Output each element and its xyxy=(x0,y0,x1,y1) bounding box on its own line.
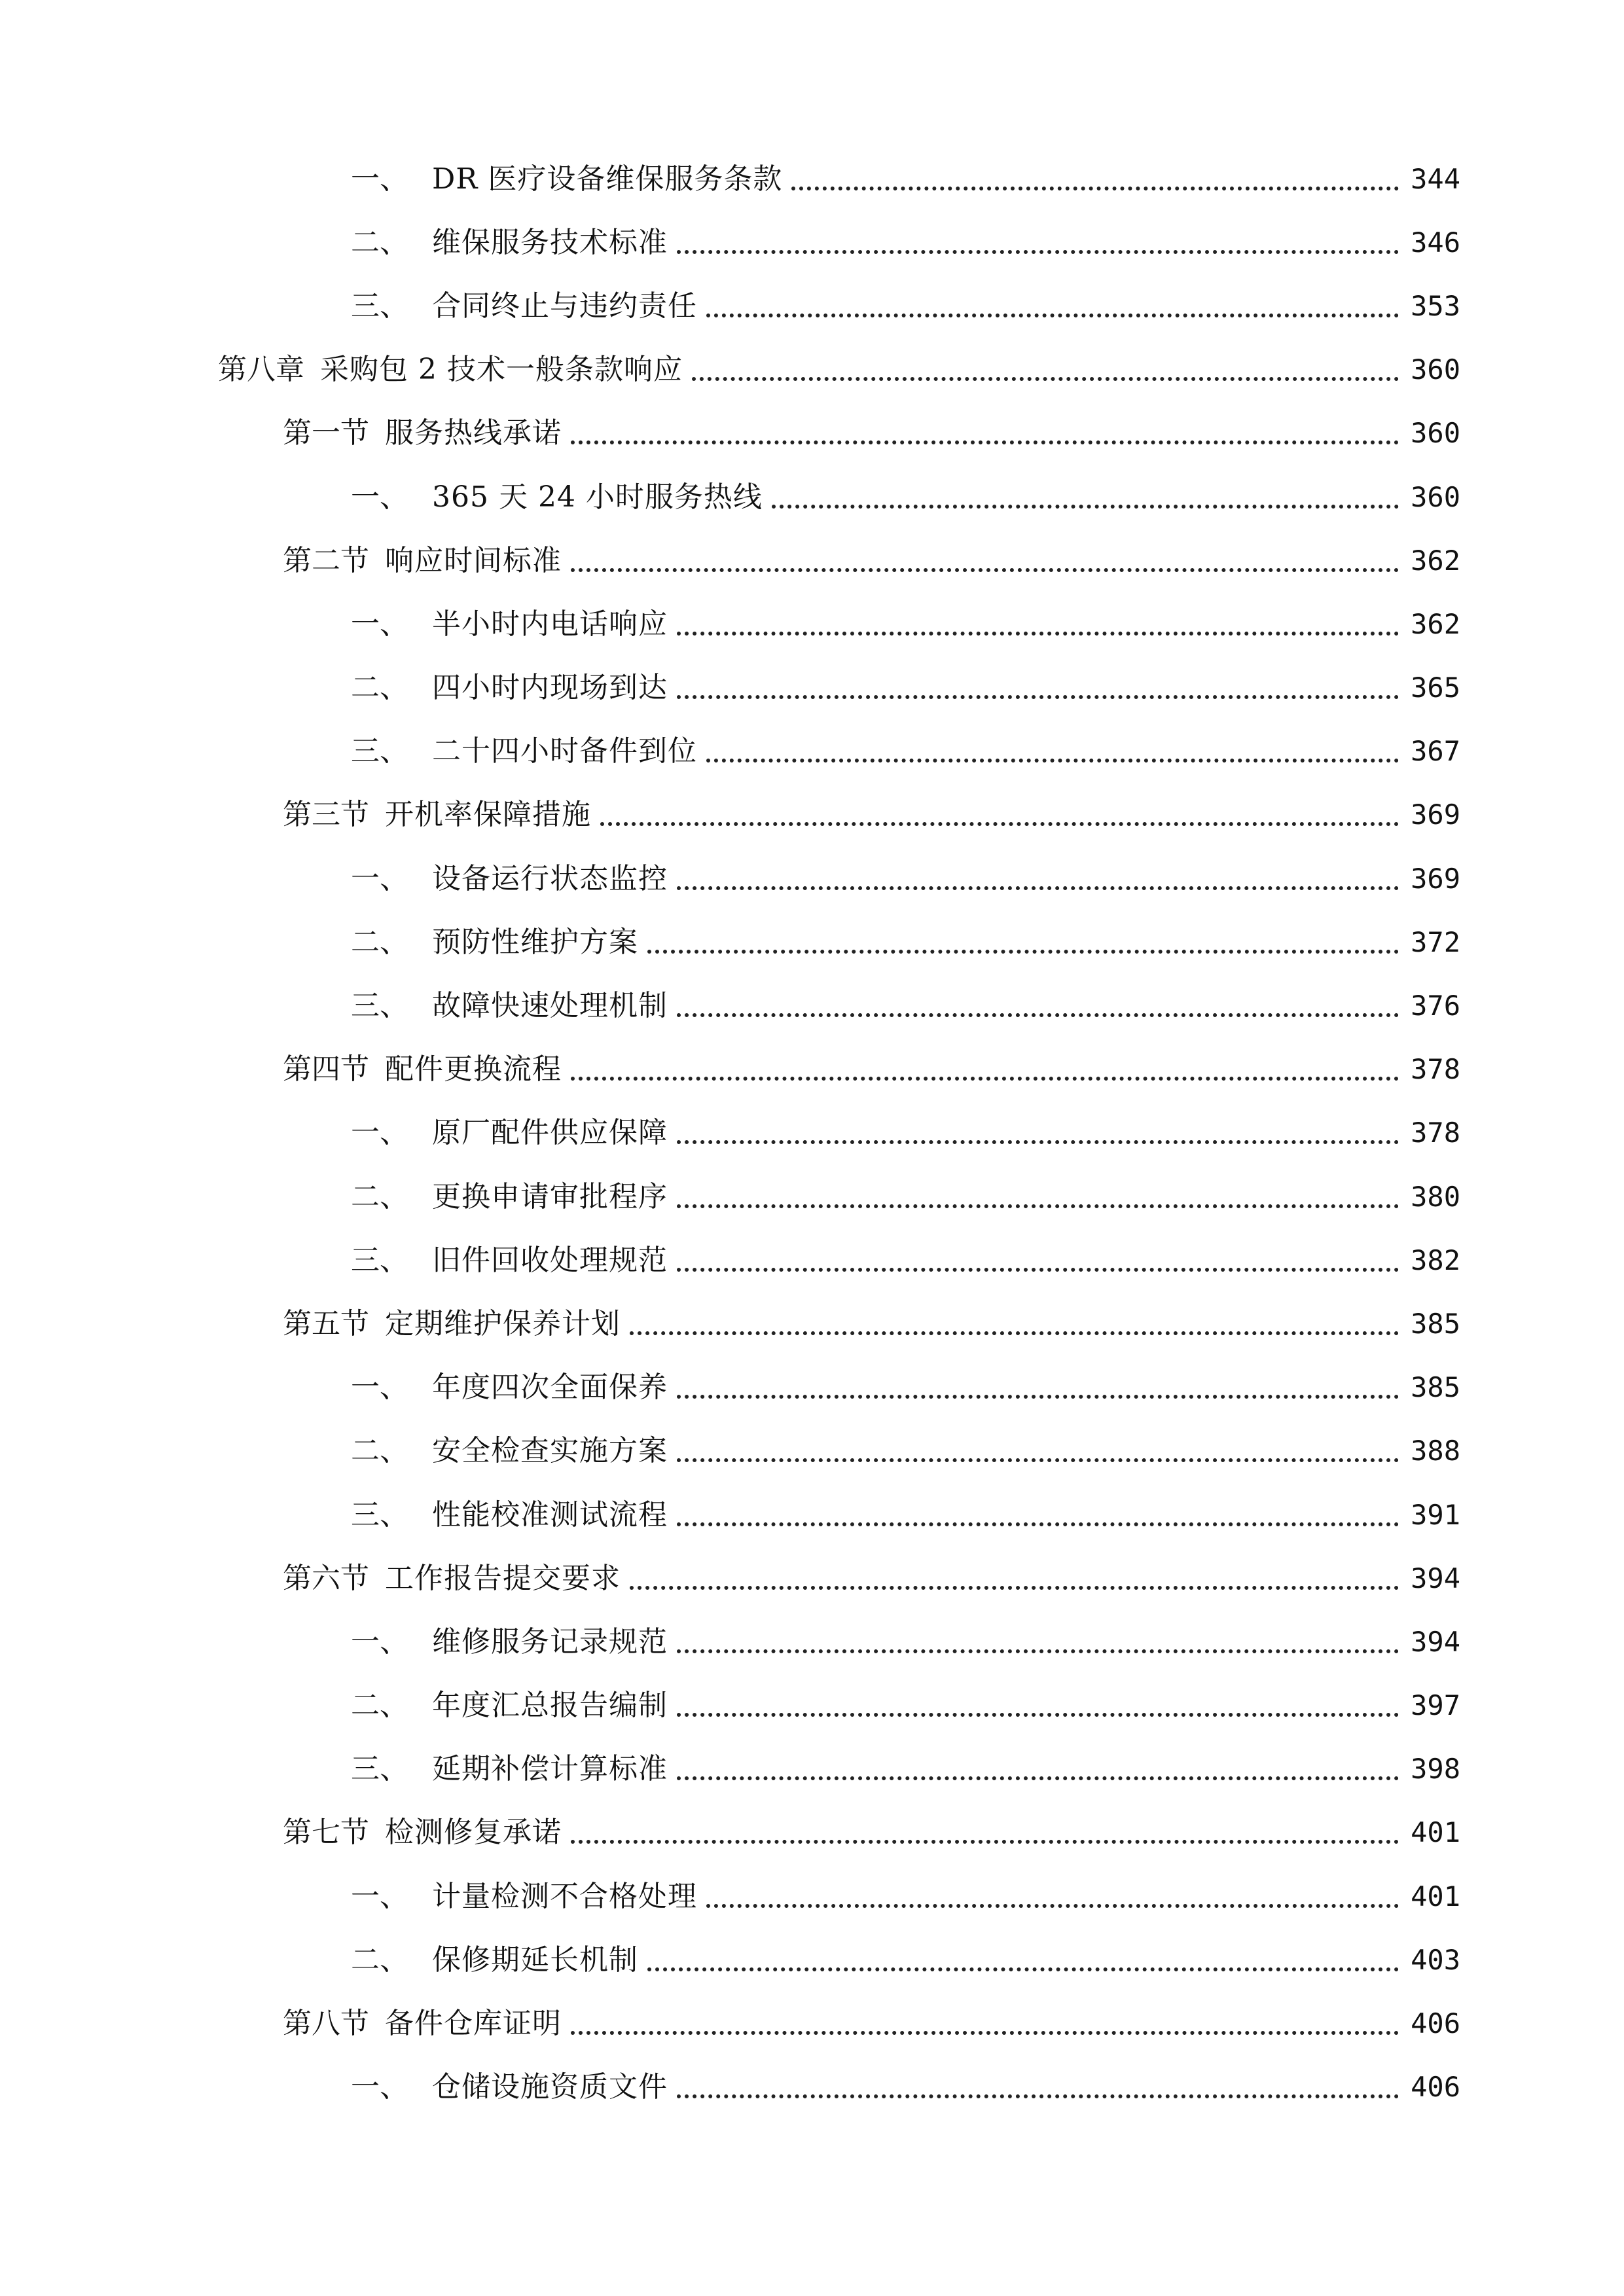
dot-leader xyxy=(677,1458,1399,1462)
toc-entry-title: 响应时间标准 xyxy=(385,543,562,577)
dot-leader xyxy=(677,1395,1399,1399)
toc-entry[interactable] xyxy=(0,147,1624,211)
toc-entry[interactable] xyxy=(0,1420,1624,1483)
toc-entry-page-number: 346 xyxy=(1411,226,1460,259)
toc-entry-page-number: 385 xyxy=(1411,1307,1460,1340)
toc-entry-title: 备件仓库证明 xyxy=(385,2007,562,2041)
toc-entry[interactable] xyxy=(0,1547,1624,1610)
dot-leader xyxy=(692,377,1399,381)
toc-entry-page-number: 382 xyxy=(1411,1244,1460,1276)
dot-leader xyxy=(600,822,1399,826)
toc-entry-page-number: 362 xyxy=(1411,607,1460,640)
toc-entry-title: 保修期延长机制 xyxy=(432,1943,638,1977)
toc-entry[interactable] xyxy=(0,847,1624,910)
toc-entry-title: 四小时内现场到达 xyxy=(432,671,668,705)
dot-leader xyxy=(677,250,1399,254)
toc-entry-title: 365 天 24 小时服务热线 xyxy=(432,480,763,514)
toc-entry-number: 一、 xyxy=(351,1116,408,1150)
toc-entry-page-number: 398 xyxy=(1411,1753,1460,1785)
toc-entry-number: 一、 xyxy=(351,1879,408,1913)
toc-entry-title: 性能校准测试流程 xyxy=(432,1498,668,1532)
toc-entry-number: 第八章 xyxy=(218,353,304,387)
toc-entry[interactable] xyxy=(0,274,1624,338)
dot-leader xyxy=(571,2031,1399,2035)
toc-entry-page-number: 369 xyxy=(1411,862,1460,895)
toc-entry-title: 采购包 2 技术一般条款响应 xyxy=(320,353,683,387)
toc-entry-title: 年度汇总报告编制 xyxy=(432,1689,668,1723)
toc-entry-title: 仓储设施资质文件 xyxy=(432,2070,668,2104)
toc-entry-number: 一、 xyxy=(351,2070,408,2104)
toc-entry-page-number: 353 xyxy=(1411,289,1460,322)
dot-leader xyxy=(647,950,1399,954)
toc-entry-title: 维保服务技术标准 xyxy=(432,225,668,259)
toc-entry[interactable] xyxy=(0,656,1624,720)
dot-leader xyxy=(677,2094,1399,2098)
toc-entry[interactable] xyxy=(0,910,1624,974)
dot-leader xyxy=(791,187,1399,190)
toc-entry[interactable] xyxy=(0,1356,1624,1420)
toc-entry-page-number: 401 xyxy=(1411,1880,1460,1912)
toc-entry-page-number: 406 xyxy=(1411,2007,1460,2040)
toc-entry-title: 原厂配件供应保障 xyxy=(432,1116,668,1150)
dot-leader xyxy=(706,1904,1399,1908)
toc-entry-page-number: 378 xyxy=(1411,1053,1460,1086)
toc-entry-title: 延期补偿计算标准 xyxy=(432,1752,668,1786)
toc-entry-number: 一、 xyxy=(351,480,408,514)
toc-entry-number: 三、 xyxy=(351,1752,408,1786)
toc-entry-number: 第二节 xyxy=(283,543,369,577)
toc-entry[interactable] xyxy=(0,211,1624,274)
toc-entry-title: 定期维护保养计划 xyxy=(385,1306,621,1340)
toc-entry[interactable] xyxy=(0,1865,1624,1928)
toc-entry[interactable] xyxy=(0,1102,1624,1165)
toc-entry[interactable] xyxy=(0,1992,1624,2055)
toc-entry-number: 二、 xyxy=(351,1434,408,1468)
toc-entry-number: 一、 xyxy=(351,861,408,895)
toc-entry-number: 三、 xyxy=(351,989,408,1023)
toc-entry-title: 计量检测不合格处理 xyxy=(432,1879,697,1913)
toc-entry-number: 二、 xyxy=(351,225,408,259)
dot-leader xyxy=(677,886,1399,890)
toc-entry[interactable] xyxy=(0,1483,1624,1547)
toc-entry-title: 服务热线承诺 xyxy=(385,416,562,450)
toc-entry[interactable] xyxy=(0,1229,1624,1292)
toc-entry-number: 一、 xyxy=(351,607,408,641)
dot-leader xyxy=(677,1268,1399,1272)
toc-entry[interactable] xyxy=(0,1738,1624,1801)
toc-entry-title: 配件更换流程 xyxy=(385,1052,562,1086)
toc-entry-title: 故障快速处理机制 xyxy=(432,989,668,1023)
toc-entry-title: 半小时内电话响应 xyxy=(432,607,668,641)
dot-leader xyxy=(571,1840,1399,1844)
toc-entry-number: 第八节 xyxy=(283,2007,369,2041)
dot-leader xyxy=(630,1331,1399,1335)
toc-entry-number: 二、 xyxy=(351,1179,408,1213)
toc-entry-page-number: 376 xyxy=(1411,990,1460,1022)
toc-entry-number: 第一节 xyxy=(283,416,369,450)
toc-entry[interactable] xyxy=(0,1674,1624,1738)
toc-entry-number: 一、 xyxy=(351,1371,408,1405)
toc-entry-number: 第四节 xyxy=(283,1052,369,1086)
dot-leader xyxy=(677,1522,1399,1526)
toc-entry-page-number: 369 xyxy=(1411,798,1460,831)
dot-leader xyxy=(677,1204,1399,1208)
toc-entry-title: 维修服务记录规范 xyxy=(432,1624,668,1659)
toc-entry-page-number: 372 xyxy=(1411,925,1460,958)
toc-entry[interactable] xyxy=(0,338,1624,402)
toc-entry-title: 预防性维护方案 xyxy=(432,925,638,959)
toc-entry-title: 开机率保障措施 xyxy=(385,798,591,832)
toc-entry-page-number: 380 xyxy=(1411,1180,1460,1213)
toc-entry[interactable] xyxy=(0,1292,1624,1355)
dot-leader xyxy=(677,1713,1399,1717)
table-of-contents xyxy=(0,147,1624,2119)
toc-entry[interactable] xyxy=(0,1165,1624,1229)
dot-leader xyxy=(677,1140,1399,1144)
dot-leader xyxy=(677,1013,1399,1017)
toc-entry-number: 三、 xyxy=(351,1498,408,1532)
toc-entry-page-number: 360 xyxy=(1411,480,1460,513)
dot-leader xyxy=(772,505,1399,509)
toc-entry-number: 第七节 xyxy=(283,1816,369,1850)
toc-entry-number: 一、 xyxy=(351,162,408,196)
toc-entry-title: 年度四次全面保养 xyxy=(432,1371,668,1405)
toc-entry-number: 二、 xyxy=(351,1943,408,1977)
toc-entry[interactable] xyxy=(0,974,1624,1037)
toc-entry-number: 三、 xyxy=(351,734,408,768)
toc-entry-number: 二、 xyxy=(351,925,408,959)
toc-entry-page-number: 367 xyxy=(1411,735,1460,768)
toc-entry-page-number: 401 xyxy=(1411,1816,1460,1849)
toc-entry-page-number: 360 xyxy=(1411,353,1460,386)
toc-entry-page-number: 388 xyxy=(1411,1435,1460,1467)
toc-entry[interactable] xyxy=(0,1038,1624,1102)
dot-leader xyxy=(677,1649,1399,1653)
toc-entry-number: 第六节 xyxy=(283,1561,369,1595)
dot-leader xyxy=(677,1776,1399,1780)
dot-leader xyxy=(571,568,1399,572)
toc-entry-number: 二、 xyxy=(351,1689,408,1723)
dot-leader xyxy=(706,759,1399,762)
toc-entry-number: 第五节 xyxy=(283,1306,369,1340)
toc-entry-page-number: 365 xyxy=(1411,672,1460,704)
toc-entry[interactable] xyxy=(0,402,1624,465)
toc-entry[interactable] xyxy=(0,2056,1624,2119)
toc-entry-page-number: 385 xyxy=(1411,1371,1460,1404)
dot-leader xyxy=(630,1586,1399,1590)
toc-entry[interactable] xyxy=(0,1801,1624,1865)
toc-entry-page-number: 362 xyxy=(1411,544,1460,577)
toc-entry-number: 第三节 xyxy=(283,798,369,832)
toc-entry-number: 二、 xyxy=(351,671,408,705)
toc-entry-title: 设备运行状态监控 xyxy=(432,861,668,895)
toc-entry[interactable] xyxy=(0,1610,1624,1674)
toc-entry-title: 旧件回收处理规范 xyxy=(432,1243,668,1277)
dot-leader xyxy=(677,695,1399,699)
toc-entry-page-number: 360 xyxy=(1411,417,1460,450)
toc-entry-title: DR 医疗设备维保服务条款 xyxy=(432,162,783,196)
dot-leader xyxy=(647,1967,1399,1971)
toc-entry-title: 合同终止与违约责任 xyxy=(432,289,697,323)
toc-entry-title: 工作报告提交要求 xyxy=(385,1561,621,1595)
toc-entry-page-number: 403 xyxy=(1411,1943,1460,1976)
toc-entry-number: 三、 xyxy=(351,1243,408,1277)
toc-entry-title: 更换申请审批程序 xyxy=(432,1179,668,1213)
toc-entry[interactable] xyxy=(0,783,1624,847)
toc-entry-page-number: 378 xyxy=(1411,1117,1460,1149)
toc-entry-title: 二十四小时备件到位 xyxy=(432,734,697,768)
toc-entry[interactable] xyxy=(0,465,1624,529)
toc-entry-title: 检测修复承诺 xyxy=(385,1816,562,1850)
dot-leader xyxy=(571,1077,1399,1081)
toc-entry[interactable] xyxy=(0,720,1624,783)
toc-entry-page-number: 344 xyxy=(1411,162,1460,195)
toc-entry-number: 一、 xyxy=(351,1624,408,1659)
toc-entry-page-number: 397 xyxy=(1411,1689,1460,1722)
toc-entry-page-number: 406 xyxy=(1411,2071,1460,2104)
toc-entry-title: 安全检查实施方案 xyxy=(432,1434,668,1468)
toc-entry[interactable] xyxy=(0,1928,1624,1992)
toc-entry-page-number: 394 xyxy=(1411,1562,1460,1594)
dot-leader xyxy=(677,632,1399,636)
dot-leader xyxy=(571,440,1399,444)
toc-entry[interactable] xyxy=(0,592,1624,656)
dot-leader xyxy=(706,314,1399,317)
toc-entry-number: 三、 xyxy=(351,289,408,323)
toc-entry-page-number: 394 xyxy=(1411,1625,1460,1658)
toc-entry-page-number: 391 xyxy=(1411,1498,1460,1531)
toc-entry[interactable] xyxy=(0,529,1624,592)
